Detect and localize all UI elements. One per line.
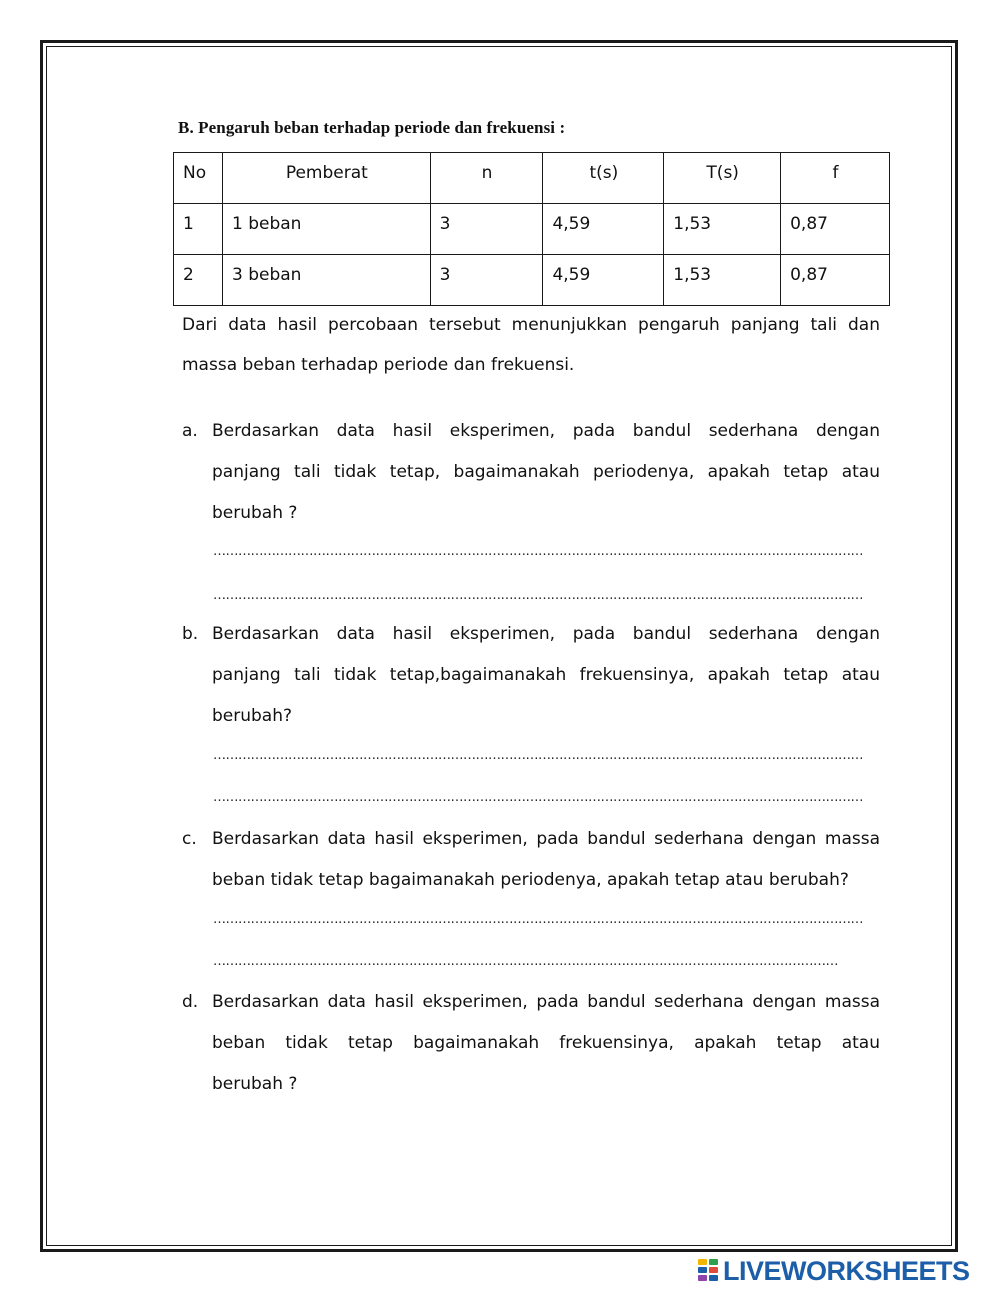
header-n: n [430, 153, 543, 204]
cell-period: 1,53 [664, 255, 781, 306]
header-t-total: t(s) [543, 153, 664, 204]
intro-paragraph [182, 305, 880, 385]
question-letter: a. [182, 421, 198, 441]
table-row [174, 255, 890, 306]
cell-t-total: 4,59 [543, 255, 664, 306]
question-letter: d. [182, 992, 199, 1012]
answer-line-c2[interactable]: …………………………………………………………………………………………………………………………………… [213, 954, 838, 969]
answer-line-a2[interactable]: ………………………………………………………………………………………………………………………………………… [213, 588, 863, 603]
intro-line: massa beban terhadap periode dan frekuensi. [182, 355, 575, 375]
cell-no: 2 [174, 255, 223, 306]
answer-line-a1[interactable]: ………………………………………………………………………………………………………………………………………… [213, 544, 863, 559]
question-line: beban tidak tetap bagaimanakah periodenya, apakah tetap atau berubah? [212, 870, 849, 890]
question-line: Berdasarkan data hasil eksperimen, pada bandul sederhana dengan [212, 624, 880, 644]
brand-name: LIVEWORKSHEETS [723, 1255, 970, 1286]
question-letter: b. [182, 624, 199, 644]
answer-line-c1[interactable]: ………………………………………………………………………………………………………………………………………… [213, 912, 863, 927]
cell-t-total: 4,59 [543, 204, 664, 255]
answer-line-b2[interactable]: ………………………………………………………………………………………………………………………………………… [213, 790, 863, 805]
cell-frequency: 0,87 [781, 204, 890, 255]
data-table [173, 152, 890, 306]
question-line: Berdasarkan data hasil eksperimen, pada bandul sederhana dengan massa [212, 992, 880, 1012]
cell-frequency: 0,87 [781, 255, 890, 306]
answer-line-b1[interactable]: ………………………………………………………………………………………………………………………………………… [213, 748, 863, 763]
question-line: beban tidak tetap bagaimanakah frekuensinya, apakah tetap atau [212, 1033, 880, 1053]
intro-line: Dari data hasil percobaan tersebut menunjukkan pengaruh panjang tali dan [182, 315, 880, 335]
header-frequency: f [781, 153, 890, 204]
question-letter: c. [182, 829, 197, 849]
table-row [174, 204, 890, 255]
liveworksheets-logo[interactable] [698, 1256, 970, 1286]
cell-pemberat: 1 beban [222, 204, 430, 255]
cell-period: 1,53 [664, 204, 781, 255]
section-heading: B. Pengaruh beban terhadap periode dan frekuensi : [178, 118, 566, 137]
question-line: panjang tali tidak tetap, bagaimanakah periodenya, apakah tetap atau [212, 462, 880, 482]
cell-n: 3 [430, 204, 543, 255]
question-line: berubah ? [212, 1074, 298, 1094]
liveworksheets-icon [698, 1258, 720, 1284]
header-pemberat: Pemberat [222, 153, 430, 204]
cell-n: 3 [430, 255, 543, 306]
cell-no: 1 [174, 204, 223, 255]
question-line: Berdasarkan data hasil eksperimen, pada bandul sederhana dengan [212, 421, 880, 441]
cell-pemberat: 3 beban [222, 255, 430, 306]
question-line: berubah ? [212, 503, 298, 523]
header-no: No [174, 153, 223, 204]
table-header-row [174, 153, 890, 204]
question-line: panjang tali tidak tetap,bagaimanakah frekuensinya, apakah tetap atau [212, 665, 880, 685]
question-line: Berdasarkan data hasil eksperimen, pada bandul sederhana dengan massa [212, 829, 880, 849]
header-period: T(s) [664, 153, 781, 204]
question-line: berubah? [212, 706, 293, 726]
